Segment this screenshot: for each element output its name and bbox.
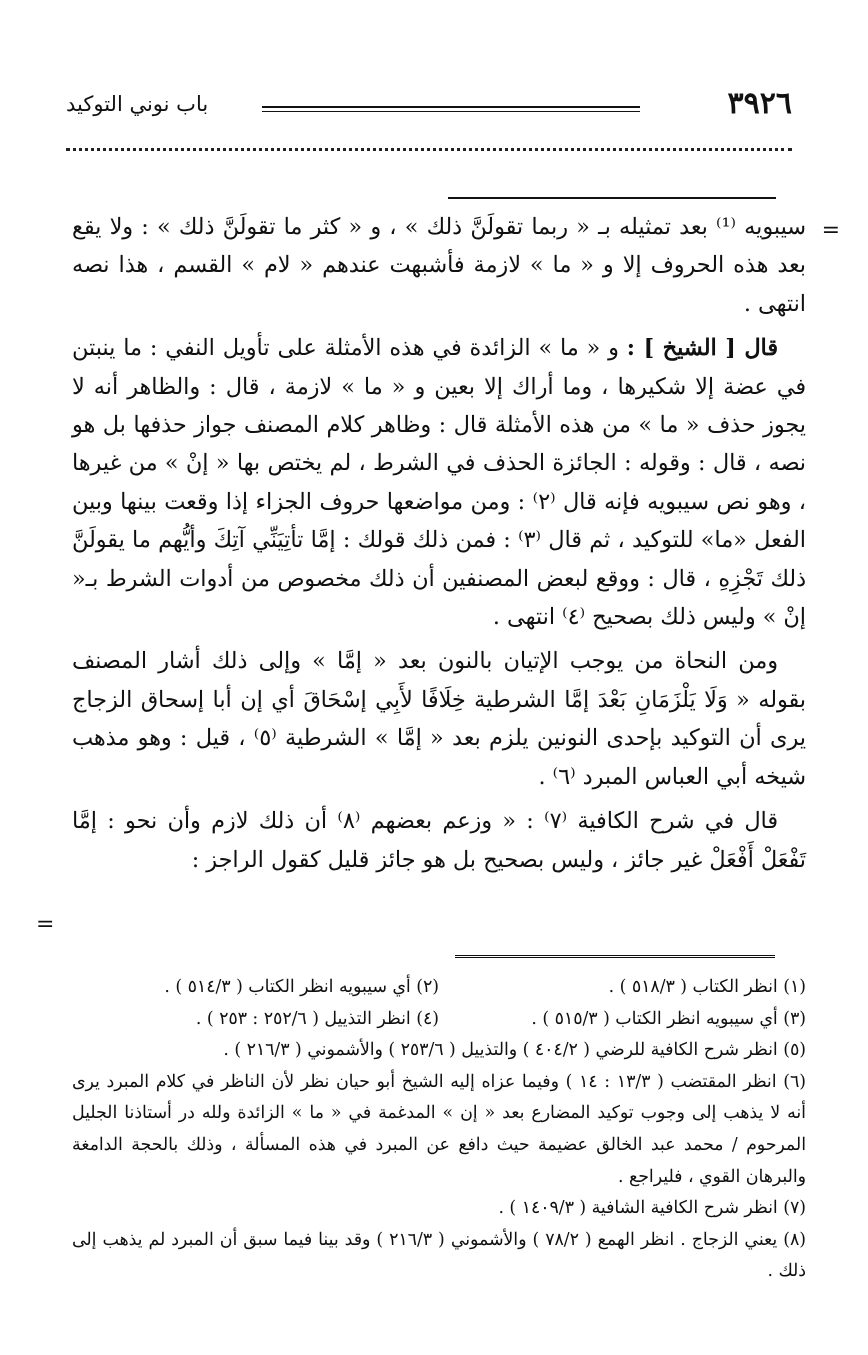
footnote-4: (٤) انظر التذييل ( ٢٥٢/٦ : ٢٥٣ ) .: [195, 1008, 439, 1029]
page-number: ٣٩٢٦: [727, 86, 792, 121]
footnote-8: (٨) يعني الزجاج . انظر الهمع ( ٧٨/٢ ) والأشموني ( ٢١٦/٣ ) وقد بينا فيما سبق أن المبرد لم يذهب إلى ذلك .: [72, 1229, 806, 1282]
footnote-7: (٧) انظر شرح الكافية الشافية ( ١٤٠٩/٣ ) .: [498, 1198, 806, 1219]
footnote-3: (٣) أي سيبويه انظر الكتاب ( ٥١٥/٣ ) .: [531, 1008, 806, 1029]
paragraph-4: قال في شرح الكافية ⁽٧⁾ : « وزعم بعضهم ⁽٨⁾ أن ذلك لازم وأن نحو : إمَّا تَفْعَلْ أَفْعَلْ غير جائز ، وليس بصحيح بل هو جائز قليل كقول الراجز :: [72, 808, 806, 873]
footnote-6: (٦) انظر المقتضب ( ١٣/٣ : ١٤ ) وفيما عزاه إليه الشيخ أبو حيان نظر لأن الناظر في كلام المبرد يرى أنه لا يذهب إلى وجوب توكيد المضارع بعد « إن » المدغمة في « ما » الزائدة ولله در أستاذنا الجليل المرحوم / محمد عبد الخالق عضيمة حيث دافع عن المبرد في هذه المسألة ، وذلك بالحجة الدامغة والبرهان القوي ، فليراجع .: [72, 1071, 806, 1187]
footnote-5: (٥) انظر شرح الكافية للرضي ( ٤٠٤/٢ ) والتذييل ( ٢٥٣/٦ ) والأشموني ( ٢١٦/٣ ) .: [223, 1040, 806, 1061]
footnote-rule: [455, 955, 775, 960]
sheikh-lead: قال [ الشيخ ] :: [626, 335, 778, 362]
paragraph-1: سيبويه ⁽¹⁾ بعد تمثيله بـ « ربما تقولَنَّ ذلك » ، و « كثر ما تقولَنَّ ذلك » : ولا يقع بعد هذه الحروف إلا و « ما » لازمة فأشبهت عندهم « لام » القسم ، هذا نصه انتهى .: [72, 214, 806, 317]
footnote-2: (٢) أي سيبويه انظر الكتاب ( ٥١٤/٣ ) .: [164, 977, 439, 997]
section-rule: [448, 197, 776, 199]
continuation-marker-bottom: =: [36, 912, 55, 937]
footnote-row-2: [72, 1004, 806, 1036]
footnote-row-1: [72, 972, 806, 1004]
header-rule: [262, 106, 640, 112]
paragraph-2-end: «ما» للتوكيد ، ثم قال ⁽٣⁾ : فمن ذلك قولك : إمَّا تأتِيَنِّي آتِكَ وأيُّهم ما يقولَنَّ ذلك تَجْزِهِ ، قال : ووقع لبعض المصنفين أن ذلك مخصوص من أدوات الشرط بـ« إنْ » وليس ذلك بصحيح ⁽٤⁾ انتهى .: [72, 527, 806, 631]
main-text: [72, 208, 806, 885]
paragraph-3: ومن النحاة من يوجب الإتيان بالنون بعد « إمَّا » وإلى ذلك أشار المصنف بقوله « وَلَا يَلْزَمَانِ بَعْدَ إمَّا الشرطية خِلَافًا لأَبِي إسْحَاقَ أي إن أبا إسحاق الزجاج يرى أن التوكيد بإحدى النونين يلزم بعد « إمَّا » الشرطية ⁽٥⁾ ، قيل : وهو مذهب شيخه أبي العباس المبرد ⁽٦⁾ .: [72, 648, 806, 790]
chapter-title: باب نوني التوكيد: [66, 92, 209, 116]
paragraph-2: [72, 329, 806, 636]
footnotes: [72, 972, 806, 1288]
page-header: [66, 86, 792, 126]
sheikh-text: و « ما » الزائدة في هذه الأمثلة على تأويل النفي : ما ينبتن في عضة إلا شكيرها ، وما أراك إلا بعين و « ما » لازمة ، قال : والظاهر أنه لا يجوز حذف « ما » من هذه الأمثلة قال : وظاهر كلام المصنف جواز حذفها بل هو نصه ، قال : وقوله : الجائزة الحذف في الشرط ، لم يختص بها « إنْ » من غيرها ، وهو نص سيبويه فإنه قال ⁽٢⁾ : ومن مواضعها حروف الجزاء إذا وقعت بينها وبين الفعل: [72, 335, 806, 554]
footnote-1: (١) انظر الكتاب ( ٥١٨/٣ ) .: [608, 977, 806, 997]
continuation-marker-top: =: [821, 218, 840, 243]
dotted-separator: [66, 148, 792, 151]
